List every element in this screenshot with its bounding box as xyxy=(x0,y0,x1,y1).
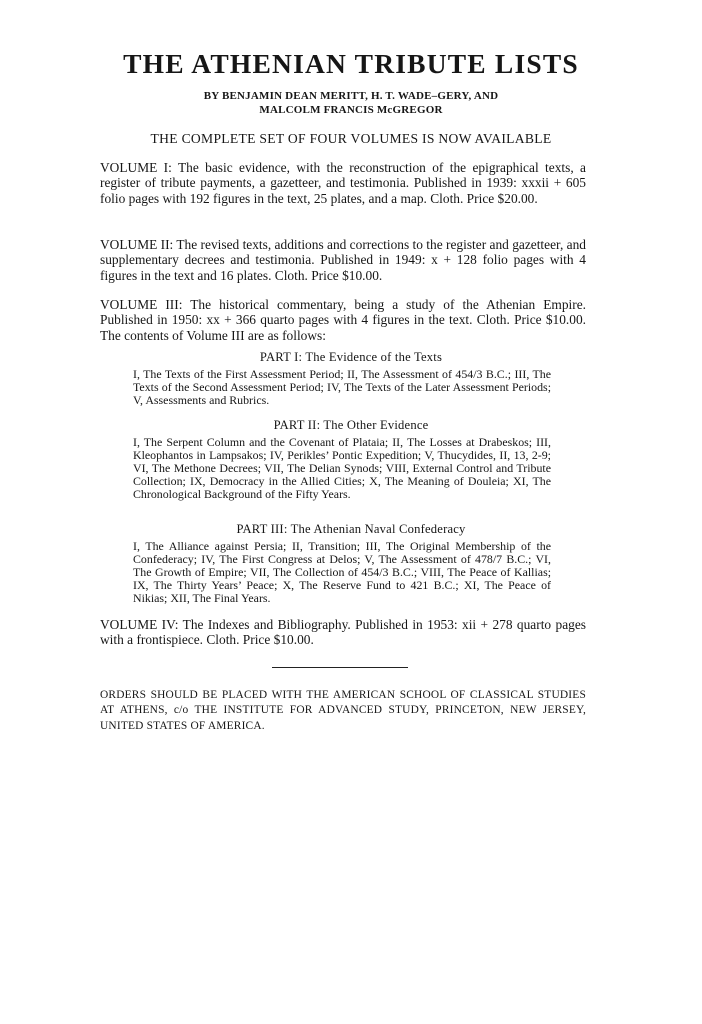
part-3-heading: PART III: The Athenian Naval Confederacy xyxy=(236,522,466,536)
page-title: THE ATHENIAN TRIBUTE LISTS xyxy=(123,48,579,79)
availability-announcement: THE COMPLETE SET OF FOUR VOLUMES IS NOW AVAILABLE xyxy=(150,131,552,146)
part-3-contents: I, The Alliance against Persia; II, Transition; III, The Original Membership of the Confederacy; IV, The First Congress at Delos; V, The Assessment of 478/7 B.C.; VI, The Growth of Empire; VII, The Collection of 454/3 B.C.; VIII, The Peace of Kallias; IX, The Thirty Years’ Peace; X, The Reserve Fund to 421 B.C.; XI, The Peace of Nikias; XII, The Final Years. xyxy=(133,539,551,606)
ordering-instructions: ORDERS SHOULD BE PLACED WITH THE AMERICAN SCHOOL OF CLASSICAL STUDIES AT ATHENS, c/o THE INSTITUTE FOR ADVANCED STUDY, PRINCETON, NEW JERSEY, UNITED STATES OF AMERICA. xyxy=(100,689,586,732)
divider-rule xyxy=(272,667,408,668)
authors-line-2: MALCOLM FRANCIS McGREGOR xyxy=(259,104,443,116)
part-2-contents: I, The Serpent Column and the Covenant of Plataia; II, The Losses at Drabeskos; III, Kleophantos in Lampsakos; IV, Perikles’ Pontic Expedition; V, Thucydides, II, 13, 2-9; VI, The Methone Decrees; VII, The Delian Synods; VIII, External Control and Tribute Collection; IX, Democracy in the Allied Cities; X, The Meaning of Douleia; XI, The Chronological Background of the Fifty Years. xyxy=(133,435,551,502)
volume-2-description: VOLUME II: The revised texts, additions and corrections to the register and gazetteer, and supplementary decrees and testimonia. Published in 1949: x + 128 folio pages with 4 figures in the text and 16 plates. Cloth. Price $10.00. xyxy=(100,237,586,283)
part-1-contents: I, The Texts of the First Assessment Period; II, The Assessment of 454/3 B.C.; III, The Texts of the Second Assessment Period; IV, The Texts of the Later Assessment Periods; V, Assessments and Rubrics. xyxy=(133,367,551,408)
authors-line-1: BY BENJAMIN DEAN MERITT, H. T. WADE–GERY, AND xyxy=(203,90,499,102)
volume-1-description: VOLUME I: The basic evidence, with the reconstruction of the epigraphical texts, a register of tribute payments, a gazetteer, and testimonia. Published in 1939: xxxii + 605 folio pages with 192 figures in the text, 25 plates, and a map. Cloth. Price $20.00. xyxy=(100,160,586,206)
volume-4-description: VOLUME IV: The Indexes and Bibliography. Published in 1953: xii + 278 quarto pages with a frontispiece. Cloth. Price $10.00. xyxy=(100,617,586,648)
part-2-heading: PART II: The Other Evidence xyxy=(273,418,429,432)
part-1-heading: PART I: The Evidence of the Texts xyxy=(259,350,443,364)
volume-3-description: VOLUME III: The historical commentary, being a study of the Athenian Empire. Published in 1950: xx + 366 quarto pages with 4 figures in the text. Cloth. Price $10.00. The contents of Volume III are as follows: xyxy=(100,297,586,343)
